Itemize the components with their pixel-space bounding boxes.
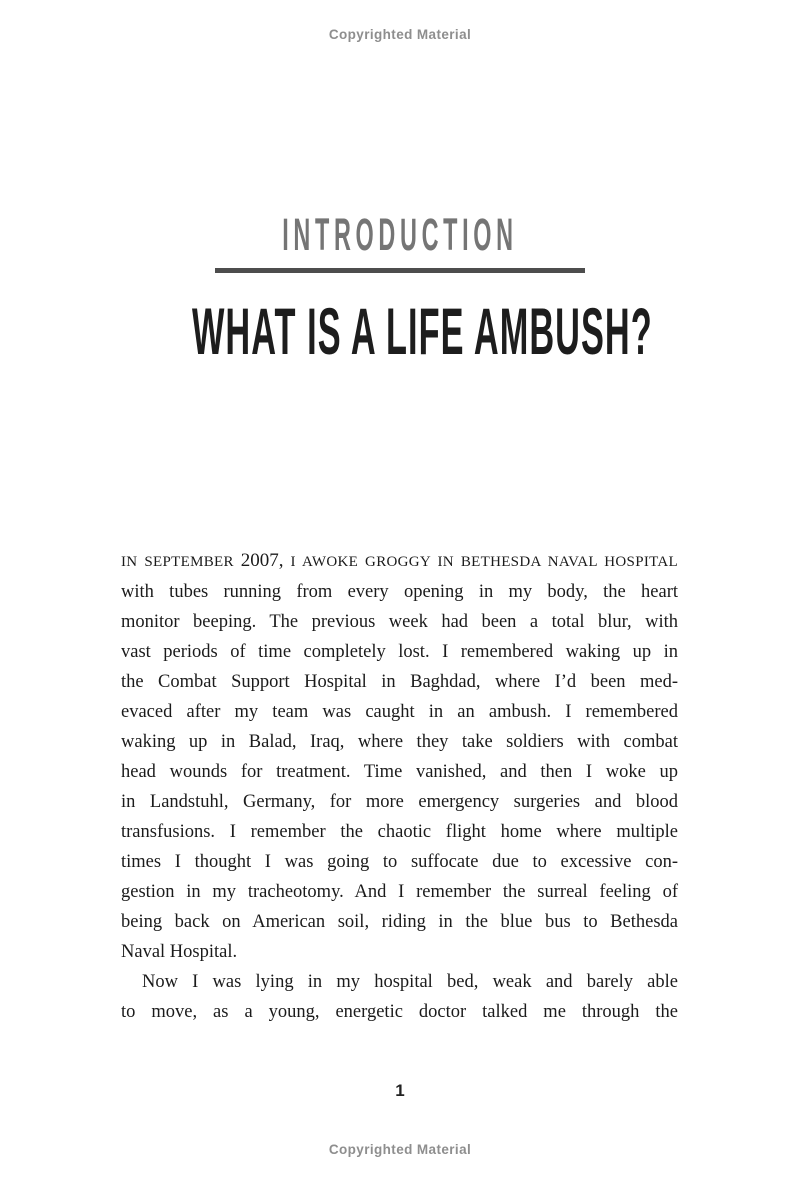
- body-line: [121, 546, 678, 577]
- body-line: head wounds for treatment. Time vanished, and then I woke up: [121, 762, 678, 782]
- body-line: in Landstuhl, Germany, for more emergency surgeries and blood: [121, 792, 678, 812]
- body-line: evaced after my team was caught in an ambush. I remembered: [121, 702, 678, 722]
- body-text: [121, 546, 678, 1027]
- small-caps-text: IN SEPTEMBER: [121, 554, 241, 570]
- page-number: 1: [395, 1081, 405, 1100]
- body-line: vast periods of time completely lost. I remembered waking up in: [121, 642, 678, 662]
- body-line: with tubes running from every opening in my body, the heart: [121, 582, 678, 602]
- copyright-notice-bottom: Copyrighted Material: [328, 1142, 472, 1157]
- body-line: Naval Hospital.: [121, 942, 238, 962]
- body-line: monitor beeping. The previous week had been a total blur, with: [121, 612, 678, 632]
- body-line: times I thought I was going to suffocate due to excessive con-: [121, 852, 678, 872]
- chapter-title: WHAT IS A LIFE AMBUSH?: [192, 294, 653, 368]
- body-line: gestion in my tracheotomy. And I remember the surreal feeling of: [121, 882, 678, 902]
- body-line: Now I was lying in my hospital bed, weak and barely able: [142, 972, 678, 992]
- heading-rule: [215, 268, 585, 273]
- body-line: being back on American soil, riding in the blue bus to Bethesda: [121, 912, 678, 932]
- body-line: the Combat Support Hospital in Baghdad, where I’d been med-: [121, 672, 678, 692]
- section-heading: INTRODUCTION: [282, 209, 518, 260]
- lining-numerals: 2007,: [240, 550, 284, 571]
- copyright-notice-top: Copyrighted Material: [328, 27, 472, 42]
- small-caps-text: I AWOKE GROGGY IN BETHESDA NAVAL HOSPITAL: [283, 554, 678, 570]
- body-line: transfusions. I remember the chaotic flight home where multiple: [121, 822, 678, 842]
- body-line: to move, as a young, energetic doctor talked me through the: [121, 1002, 678, 1022]
- body-line: waking up in Balad, Iraq, where they take soldiers with combat: [121, 732, 678, 752]
